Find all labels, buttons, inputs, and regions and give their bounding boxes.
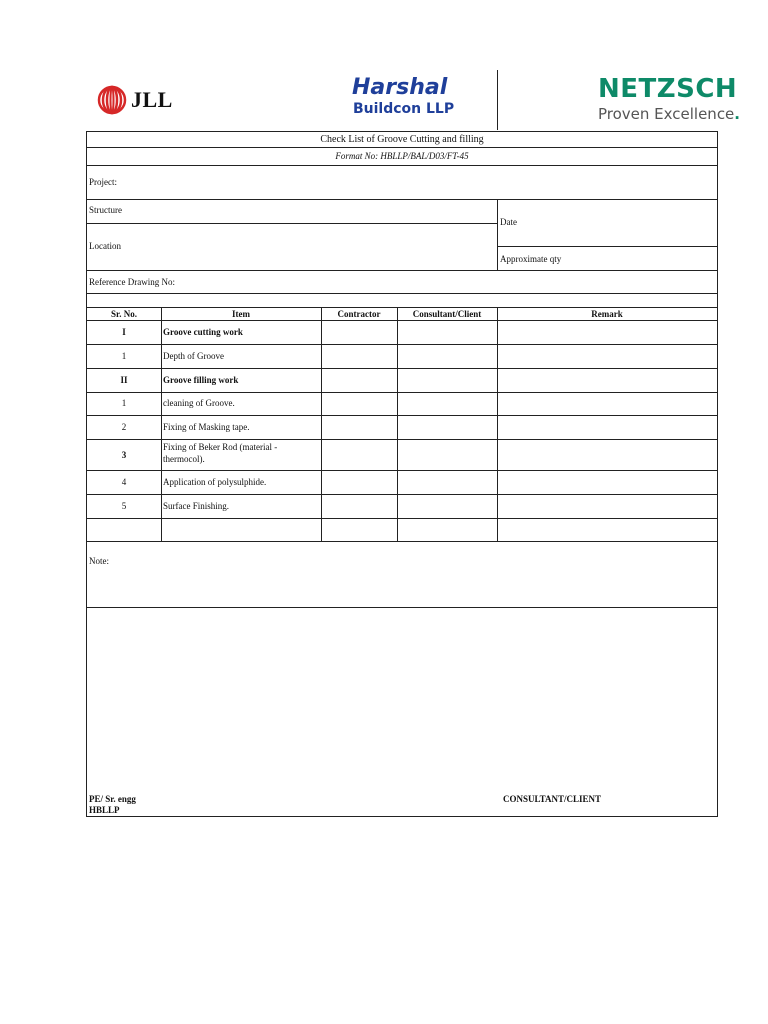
row-sr: 1 <box>121 398 127 408</box>
format-number: Format No: HBLLP/BAL/D03/FT-45 <box>335 151 469 161</box>
row-sr: 5 <box>121 501 127 511</box>
harshal-logo-subtitle: Buildcon LLP <box>353 101 455 117</box>
row-item-line1: Fixing of Beker Rod (material - <box>163 442 278 452</box>
checklist-form <box>86 131 718 817</box>
row-sr: 3 <box>121 450 127 460</box>
row-sr: 2 <box>121 422 127 432</box>
col-remark: Remark <box>591 309 623 319</box>
netzsch-logo-tagline: Proven Excellence. <box>598 105 740 123</box>
col-sr-no: Sr. No. <box>111 309 137 319</box>
col-consultant: Consultant/Client <box>412 309 482 319</box>
form-title: Check List of Groove Cutting and filling <box>320 134 484 145</box>
header-divider <box>497 70 498 130</box>
row-sr: I <box>122 327 126 337</box>
location-label: Location <box>89 241 121 251</box>
row-sr: 4 <box>121 477 127 487</box>
sign-left-title: PE/ Sr. engg <box>89 794 136 804</box>
reference-drawing-label: Reference Drawing No: <box>89 277 175 287</box>
project-label: Project: <box>89 177 117 187</box>
approx-qty-label: Approximate qty <box>500 254 562 264</box>
jll-rings-icon <box>97 85 127 115</box>
jll-logo-text: JLL <box>131 87 173 112</box>
row-item: Fixing of Masking tape. <box>163 422 250 432</box>
row-item: cleaning of Groove. <box>163 398 235 408</box>
row-item-line2: thermocol). <box>163 454 205 464</box>
row-item: Depth of Groove <box>163 351 224 361</box>
sign-left-org: HBLLP <box>89 805 120 815</box>
col-contractor: Contractor <box>337 309 381 319</box>
jll-logo <box>97 85 173 115</box>
col-item: Item <box>232 309 250 319</box>
harshal-logo-name: Harshal <box>352 75 448 100</box>
note-label: Note: <box>89 556 109 566</box>
sign-right-title: CONSULTANT/CLIENT <box>503 794 602 804</box>
row-sr: 1 <box>121 351 127 361</box>
row-item: Surface Finishing. <box>163 501 229 511</box>
netzsch-logo-name: NETZSCH <box>598 74 738 104</box>
harshal-logo <box>352 76 462 118</box>
row-item: Groove cutting work <box>163 327 243 337</box>
row-item: Groove filling work <box>163 375 239 385</box>
row-item: Application of polysulphide. <box>163 477 267 487</box>
structure-label: Structure <box>89 205 122 215</box>
date-label: Date <box>500 217 517 227</box>
netzsch-logo <box>598 74 740 124</box>
row-sr: II <box>120 375 128 385</box>
